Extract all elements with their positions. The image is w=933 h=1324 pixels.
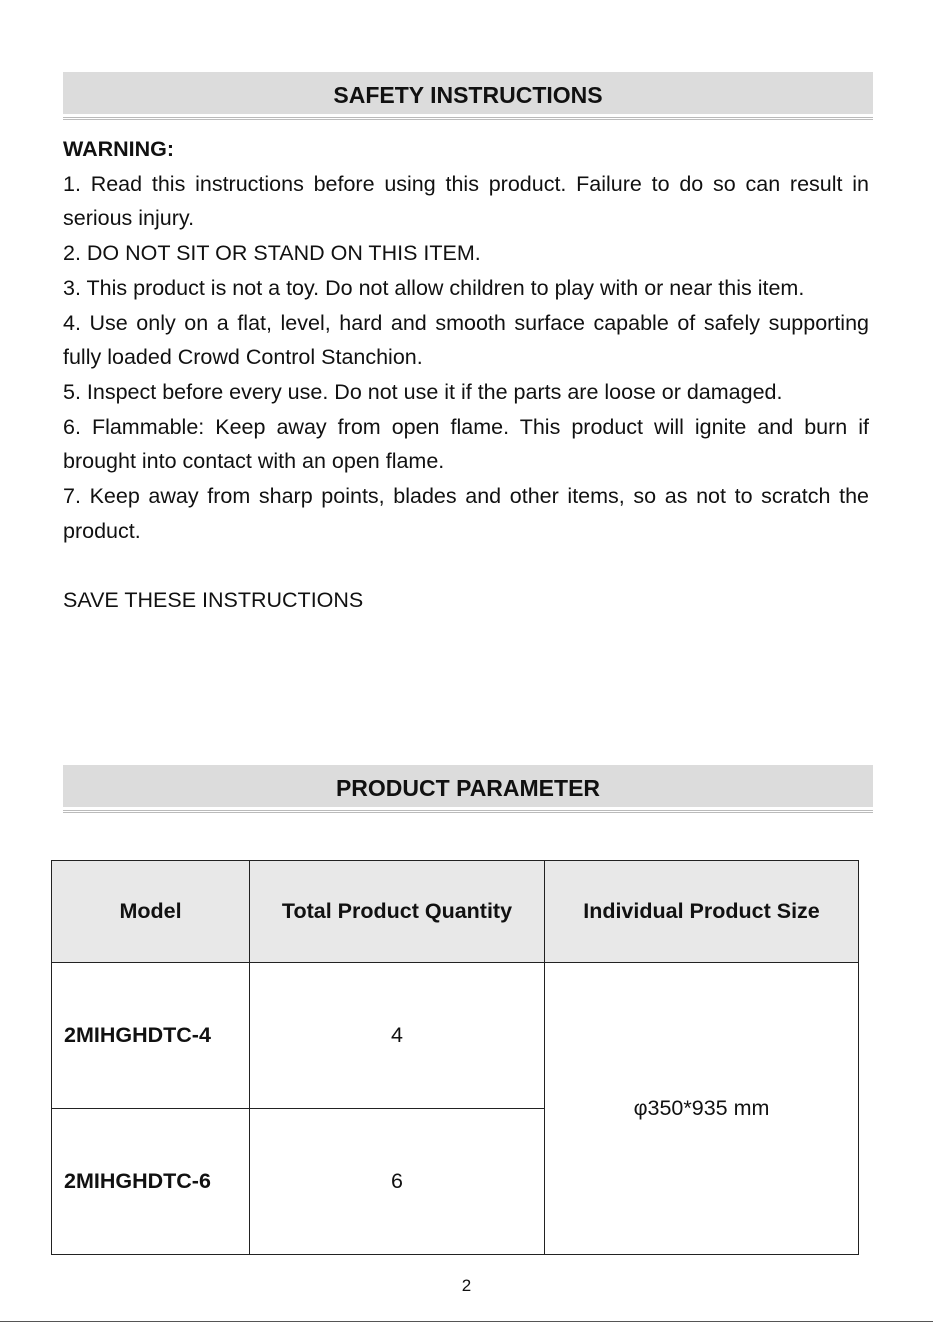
safety-instructions-heading: SAFETY INSTRUCTIONS xyxy=(63,72,873,114)
quantity-cell: 4 xyxy=(250,963,545,1109)
instruction-item-3: 3. This product is not a toy. Do not allow children to play with or near this item. xyxy=(63,275,805,300)
size-cell: φ350*935 mm xyxy=(545,963,859,1255)
instruction-item-4: 4. Use only on a flat, level, hard and smooth surface capable of safely supporting fully loaded Crowd Control Stanchion. xyxy=(63,310,869,370)
section-divider xyxy=(63,810,873,813)
table-row xyxy=(52,963,859,1109)
safety-instructions-body xyxy=(63,132,869,618)
warning-label: WARNING: xyxy=(63,137,175,161)
product-parameter-table xyxy=(51,860,859,1255)
product-parameter-heading: PRODUCT PARAMETER xyxy=(63,765,873,807)
quantity-cell: 6 xyxy=(250,1109,545,1255)
instruction-item-5: 5. Inspect before every use. Do not use it if the parts are loose or damaged. xyxy=(63,379,783,404)
page-bottom-line xyxy=(0,1321,933,1322)
column-header-size: Individual Product Size xyxy=(545,861,859,963)
model-cell: 2MIHGHDTC-4 xyxy=(52,963,250,1109)
column-header-model: Model xyxy=(52,861,250,963)
model-cell: 2MIHGHDTC-6 xyxy=(52,1109,250,1255)
instruction-item-7: 7. Keep away from sharp points, blades and other items, so as not to scratch the product. xyxy=(63,484,869,543)
save-instructions-note: SAVE THESE INSTRUCTIONS xyxy=(63,588,364,613)
instruction-item-2: 2. DO NOT SIT OR STAND ON THIS ITEM. xyxy=(63,241,481,266)
page-number: 2 xyxy=(461,1276,472,1295)
table-header-row xyxy=(52,861,859,963)
instruction-item-6: 6. Flammable: Keep away from open flame. This product will ignite and burn if brought into contact with an open flame. xyxy=(63,414,869,474)
column-header-quantity: Total Product Quantity xyxy=(250,861,545,963)
section-divider xyxy=(63,117,873,120)
instruction-item-1: 1. Read this instructions before using this product. Failure to do so can result in serious injury. xyxy=(63,171,869,231)
